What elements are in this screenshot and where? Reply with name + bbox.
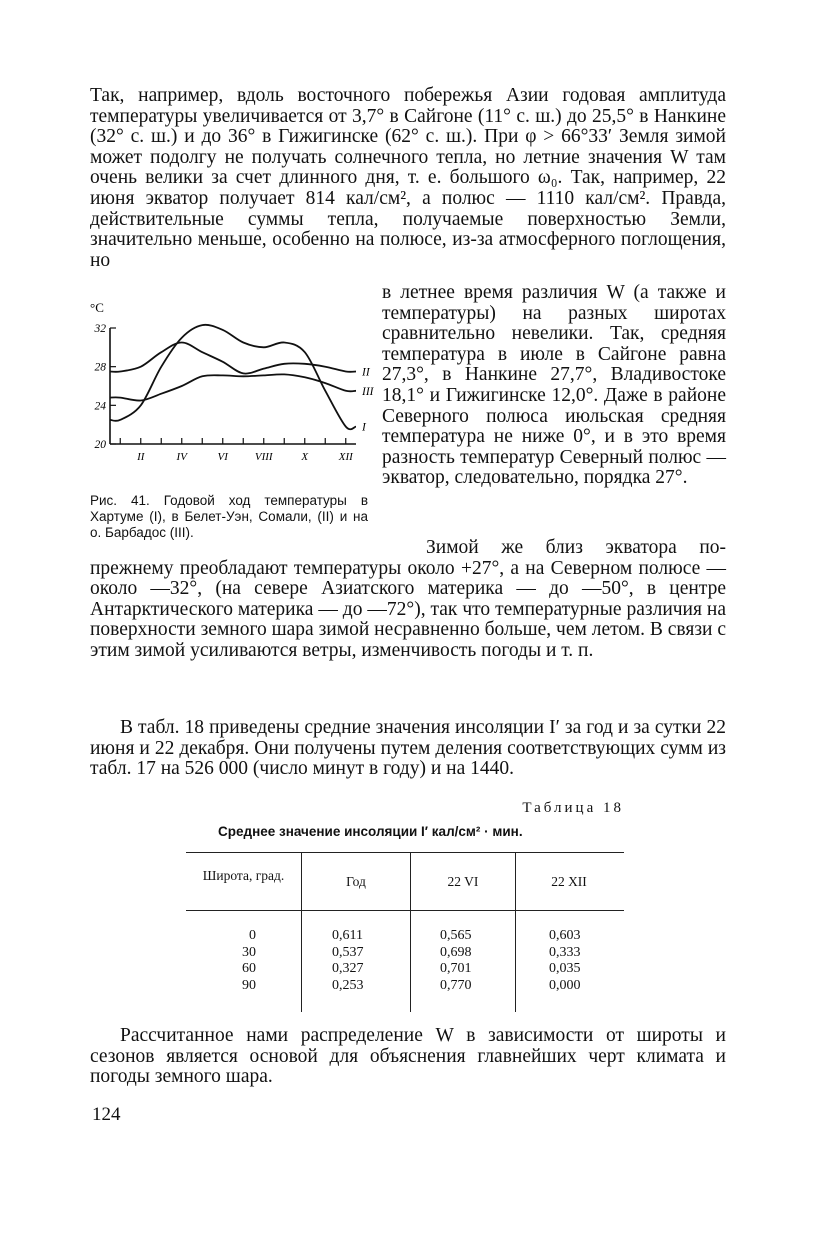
- y-tick-label: 32: [94, 323, 106, 335]
- table-column-december: [549, 928, 581, 994]
- table-header-june: 22 VI: [447, 874, 479, 889]
- table-cell: 0,537: [332, 944, 364, 960]
- series-label-I: I: [362, 421, 366, 434]
- table-title: Среднее значение инсоляции I′ кал/см² · мин.: [218, 824, 523, 839]
- table-top-rule: [186, 852, 624, 853]
- x-tick-label: VIII: [254, 451, 273, 463]
- table-column-divider: [301, 852, 302, 1012]
- x-tick-label: X: [301, 451, 309, 463]
- series-line-II: [110, 343, 356, 374]
- temperature-chart: [86, 296, 376, 486]
- x-tick-label: VI: [217, 451, 228, 463]
- table-number: Таблица 18: [522, 800, 624, 816]
- figure-caption: Рис. 41. Годовой ход температуры в Хартуме (I), в Белет-Уэн, Сомали, (II) и на о. Барбадос (III).: [90, 493, 368, 540]
- series-line-I: [110, 325, 356, 429]
- paragraph-amplitude: Так, например, вдоль восточного побережья Азии годовая амплитуда температуры увеличивается от 3,7° в Сайгоне (11° с. ш.) до 25,5° в Нанкине (32° с. ш.) и до 36° в Гижигинске (62° с. ш.). При φ > 66°33′ Земля зимой может подолгу не получать солнечного тепла, но летние значения W там очень велики за счет длинного дня, т. е. большого ω₀. Так, например, 22 июня экватор получает 814 кал/см², а полюс — 1110 кал/см². Правда, действительные суммы тепла, получаемые поверхностью Земли, значительно меньше, особенно на полюсе, из-за атмосферного поглощения, но: [90, 85, 726, 271]
- table-column-divider: [410, 852, 411, 1012]
- x-tick-label: IV: [176, 451, 187, 463]
- table-column-divider: [515, 852, 516, 1012]
- series-label-II: II: [362, 366, 370, 379]
- table-cell: 0,611: [332, 928, 363, 943]
- y-axis-unit: °C: [90, 300, 104, 315]
- table-cell: 0,035: [549, 961, 581, 976]
- table-header-latitude: Широта, град.: [202, 868, 285, 883]
- table-cell: 60: [242, 961, 256, 976]
- paragraph-winter: Зимой же близ экватора по-прежнему преобладают температуры около +27°, а на Северном полюсе — около —32°, (на севере Азиатского материка — до —50°, в центре Антарктического материка — до —72°), так что температурные различия на поверхности земного шара зимой несравненно больше, чем летом. В связи с этим зимой усиливаются ветры, изменчивость погоды и т. п.: [90, 537, 726, 661]
- page-number: 124: [92, 1104, 121, 1125]
- x-tick-label: XII: [338, 451, 353, 463]
- table-cell: 0,253: [332, 977, 364, 993]
- table-column-latitude: [226, 928, 256, 994]
- table-cell: 30: [242, 944, 256, 960]
- table-cell: 0,327: [332, 961, 364, 976]
- table-column-june: [440, 928, 472, 994]
- table-cell: 0: [249, 928, 256, 943]
- paragraph-summer: в летнее время различия W (а также и температуры) на разных широтах сравнительно невелики. Так, средняя температура в июле в Сайгоне равна 27,3°, в Нанкине 27,7°, Владивостоке 18,1° и Гижигинске 12,0°. Даже в районе Северного полюса июльская средняя температура не ниже 0°, и в это время разность температур Северный полюс — экватор, следовательно, порядка 27°.: [382, 282, 726, 489]
- x-tick-label: II: [137, 451, 145, 463]
- table-cell: 0,565: [440, 928, 472, 943]
- table-header-year: Год: [346, 874, 366, 889]
- table-column-year: [332, 928, 364, 994]
- insolation-table: [186, 852, 624, 1012]
- table-cell: 0,603: [549, 928, 581, 943]
- series-label-III: III: [362, 385, 374, 398]
- y-tick-label: 24: [94, 400, 106, 413]
- y-tick-label: 28: [94, 361, 106, 374]
- table-cell: 90: [242, 977, 256, 993]
- table-cell: 0,698: [440, 944, 472, 960]
- y-tick-label: 20: [94, 439, 106, 451]
- table-cell: 0,770: [440, 977, 472, 993]
- table-header-december: 22 XII: [551, 874, 587, 889]
- figure-41: [86, 296, 376, 486]
- table-cell: 0,333: [549, 944, 581, 960]
- paragraph-conclusion: Рассчитанное нами распределение W в зависимости от широты и сезонов является основой для объяснения главнейших черт климата и погоды земного шара.: [90, 1025, 726, 1088]
- table-header-rule: [186, 910, 624, 911]
- table-cell: 0,000: [549, 977, 581, 993]
- paragraph-insolation: В табл. 18 приведены средние значения инсоляции I′ за год и за сутки 22 июня и 22 декабря. Они получены путем деления соответствующих сумм из табл. 17 на 526 000 (число минут в году) и на 1440.: [90, 717, 726, 780]
- table-cell: 0,701: [440, 961, 472, 976]
